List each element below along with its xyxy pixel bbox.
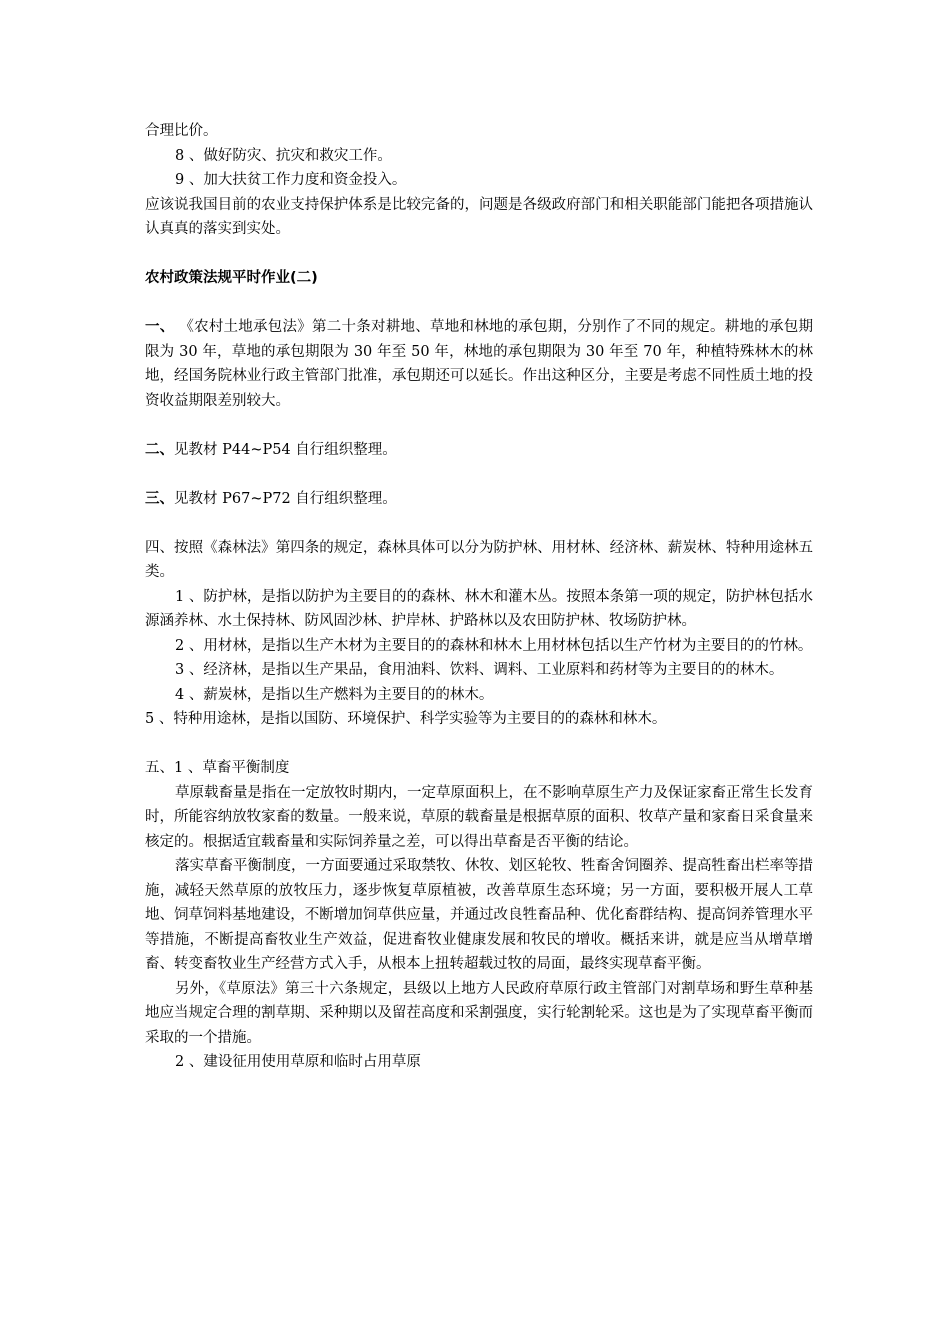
document-page [145, 119, 813, 1075]
answer-1-text: 《农村土地承包法》第二十条对耕地、草地和林地的承包期，分别作了不同的规定。耕地的承包期限为 30 年，草地的承包期限为 30 年至 50 年，林地的承包期限为 30 年至 70 年，种植特殊林木的林地，经国务院林业行政主管部门批准，承包期还可以延长。作出这种区分，主要是考虑不同性质土地的投资收益期限差别较大。 [145, 319, 813, 409]
answer-3-text: 见教材 P67~P72 自行组织整理。 [174, 490, 397, 507]
answer-2-text: 见教材 P44~P54 自行组织整理。 [174, 441, 397, 458]
answer-4-item-3: 3 、经济林，是指以生产果品，食用油料、饮料、调料、工业原料和药材等为主要目的的林木。 [175, 662, 784, 678]
answer-3 [145, 487, 813, 512]
answer-5-heading: 五、1 、草畜平衡制度 [145, 760, 290, 776]
paragraph-top-1: 合理比价。 [145, 123, 218, 139]
answer-2 [145, 438, 813, 463]
answer-4-item-1: 1 、防护林，是指以防护为主要目的的森林、林木和灌木丛。按照本条第一项的规定，防护林包括水源涵养林、水土保持林、防风固沙林、护岸林、护路林以及农田防护林、牧场防护林。 [145, 588, 813, 629]
list-item-8: 8 、做好防灾、抗灾和救灾工作。 [175, 147, 392, 164]
section-title: 农村政策法规平时作业(二) [145, 270, 318, 286]
answer-5-paragraph-2: 落实草畜平衡制度，一方面要通过采取禁牧、休牧、划区轮牧、牲畜舍饲圈养、提高牲畜出栏率等措施，减轻天然草原的放牧压力，逐步恢复草原植被，改善草原生态环境；另一方面，要积极开展人工草地、饲草饲料基地建设，不断增加饲草供应量，并通过改良牲畜品种、优化畜群结构、提高饲养管理水平等措施，不断提高畜牧业生产效益，促进畜牧业健康发展和牧民的增收。概括来讲，就是应当从增草增畜、转变畜牧业生产经营方式入手，从根本上扭转超载过牧的局面，最终实现草畜平衡。 [145, 858, 813, 972]
answer-5-paragraph-1: 草原载畜量是指在一定放牧时期内，一定草原面积上，在不影响草原生产力及保证家畜正常生长发育时，所能容纳放牧家畜的数量。一般来说，草原的载畜量是根据草原的面积、牧草产量和家畜日采食量来核定的。根据适宜载畜量和实际饲养量之差，可以得出草畜是否平衡的结论。 [145, 784, 813, 850]
answer-5-paragraph-3: 另外，《草原法》第三十六条规定，县级以上地方人民政府草原行政主管部门对割草场和野生草种基地应当规定合理的割草期、采种期以及留茬高度和采割强度，实行轮割轮采。这也是为了实现草畜平衡而采取的一个措施。 [145, 980, 813, 1046]
answer-4-intro: 四、按照《森林法》第四条的规定，森林具体可以分为防护林、用材林、经济林、薪炭林、特种用途林五类。 [145, 539, 813, 580]
answer-3-lead: 三、 [145, 490, 174, 507]
answer-4-item-5: 5 、特种用途林，是指以国防、环境保护、科学实验等为主要目的的森林和林木。 [145, 711, 667, 727]
answer-4-item-4: 4 、薪炭林，是指以生产燃料为主要目的的林木。 [175, 686, 494, 703]
answer-4-item-2: 2 、用材林，是指以生产木材为主要目的的森林和林木上用材林包括以生产竹材为主要目的的竹林。 [175, 637, 813, 654]
paragraph-conclusion: 应该说我国目前的农业支持保护体系是比较完备的，问题是各级政府部门和相关职能部门能把各项措施认认真真的落实到实处。 [145, 196, 813, 237]
answer-1 [145, 315, 813, 413]
answer-2-lead: 二、 [145, 441, 174, 458]
answer-1-lead: 一、 [145, 319, 175, 335]
list-item-9: 9 、加大扶贫工作力度和资金投入。 [175, 172, 407, 188]
answer-5-subheading-2: 2 、建设征用使用草原和临时占用草原 [175, 1054, 421, 1070]
